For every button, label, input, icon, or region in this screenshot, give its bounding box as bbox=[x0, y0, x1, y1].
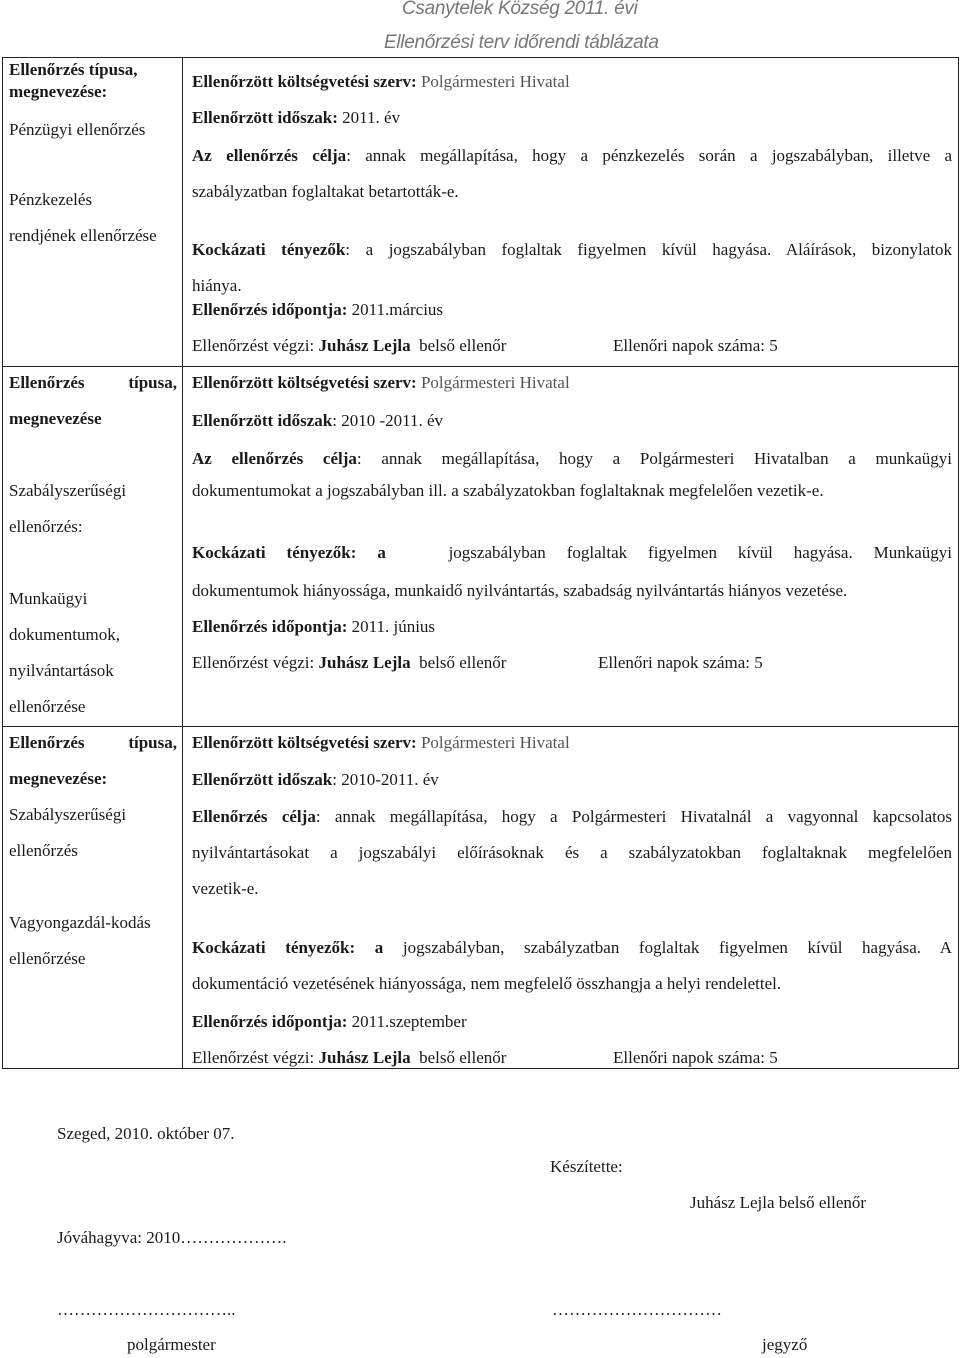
check-name-label: megnevezése bbox=[9, 409, 102, 428]
org-value: Polgármesteri Hivatal bbox=[420, 733, 570, 752]
org-label: Ellenőrzött költségvetési szerv: bbox=[192, 373, 417, 392]
goal-text: : annak megállapítása, hogy a pénzkezelés során a jogszabályban, illetve a bbox=[346, 146, 952, 165]
check-type-value: ellenőrzés bbox=[9, 841, 78, 860]
inspection-days: Ellenőri napok száma: 5 bbox=[613, 1048, 778, 1067]
check-subject: nyilvántartások bbox=[9, 661, 114, 680]
check-subject: dokumentumok, bbox=[9, 625, 120, 644]
check-subject: Vagyongazdál-kodás bbox=[9, 913, 151, 932]
inspector-label: Ellenőrzést végzi: bbox=[192, 1048, 315, 1067]
check-type-value: Pénzügyi ellenőrzés bbox=[9, 120, 146, 139]
inspector-label: Ellenőrzést végzi: bbox=[192, 653, 315, 672]
risk-text: jogszabályban, szabályzatban foglaltak figyelmen kívül hagyása. A bbox=[402, 938, 952, 957]
inspector-role: belső ellenőr bbox=[419, 653, 507, 672]
inspector-name: Juhász Lejla bbox=[318, 653, 411, 672]
table-border-left bbox=[2, 57, 3, 1069]
inspector-name: Juhász Lejla bbox=[318, 336, 411, 355]
check-type-label: Ellenőrzés típusa, bbox=[9, 733, 177, 752]
inspector-label: Ellenőrzést végzi: bbox=[192, 336, 315, 355]
goal-label: Az ellenőrzés célja bbox=[192, 146, 347, 165]
risk-label: Kockázati tényezők: a bbox=[192, 543, 386, 562]
table-border-bottom bbox=[2, 1068, 959, 1069]
goal-text: dokumentumokat a jogszabályban ill. a szabályzatokban foglaltaknak megfelelően vezetik-e. bbox=[192, 481, 824, 500]
signature-line-left: ………………………….. bbox=[57, 1300, 236, 1319]
inspection-days: Ellenőri napok száma: 5 bbox=[598, 653, 763, 672]
risk-text: hiánya. bbox=[192, 276, 242, 295]
risk-text: : a jogszabályban foglaltak figyelmen kívül hagyása. Aláírások, bizonylatok bbox=[345, 240, 953, 259]
check-subject: ellenőrzése bbox=[9, 697, 86, 716]
check-subject: ellenőrzése bbox=[9, 949, 86, 968]
prepared-by-label: Készítette: bbox=[550, 1157, 623, 1176]
check-subject: rendjének ellenőrzése bbox=[9, 226, 157, 245]
period-value: 2011. év bbox=[342, 108, 401, 127]
period-value: : 2010-2011. év bbox=[332, 770, 439, 789]
time-value: 2011.szeptember bbox=[351, 1012, 467, 1031]
goal-text: vezetik-e. bbox=[192, 879, 259, 898]
goal-text: szabályzatban foglaltakat betartották-e. bbox=[192, 182, 459, 201]
risk-text: jogszabályban foglaltak figyelmen kívül hagyása. Munkaügyi bbox=[448, 543, 953, 562]
time-label: Ellenőrzés időpontja: bbox=[192, 300, 348, 319]
period-label: Ellenőrzött időszak: bbox=[192, 108, 338, 127]
risk-label: Kockázati tényezők bbox=[192, 240, 346, 259]
check-subject: Pénzkezelés bbox=[9, 190, 93, 209]
org-label: Ellenőrzött költségvetési szerv: bbox=[192, 72, 417, 91]
check-type-value: ellenőrzés: bbox=[9, 517, 83, 536]
row-divider-1 bbox=[2, 366, 959, 367]
check-subject: Munkaügyi bbox=[9, 589, 88, 608]
inspector-role: belső ellenőr bbox=[419, 336, 507, 355]
time-label: Ellenőrzés időpontja: bbox=[192, 617, 348, 636]
check-type-value: Szabályszerűségi bbox=[9, 481, 127, 500]
place-date: Szeged, 2010. október 07. bbox=[57, 1124, 235, 1143]
row-divider-2 bbox=[2, 726, 959, 727]
document-title: Csanytelek Község 2011. évi bbox=[402, 0, 638, 19]
notary-label: jegyző bbox=[762, 1335, 808, 1354]
risk-text: dokumentumok hiányossága, munkaidő nyilvántartás, szabadság nyilvántartás hiányos vezetése. bbox=[192, 581, 848, 600]
table-border-top bbox=[2, 57, 959, 58]
approval-line: Jóváhagyva: 2010………………. bbox=[57, 1228, 287, 1247]
check-type-value: Szabályszerűségi bbox=[9, 805, 127, 824]
org-value: Polgármesteri Hivatal bbox=[420, 373, 570, 392]
org-value: Polgármesteri Hivatal bbox=[420, 72, 570, 91]
time-value: 2011. június bbox=[351, 617, 436, 636]
signature-line-right: ………………………… bbox=[552, 1300, 722, 1319]
inspector-role: belső ellenőr bbox=[419, 1048, 507, 1067]
goal-text: : annak megállapítása, hogy a Polgármesteri Hivatalban a munkaügyi bbox=[356, 449, 953, 468]
inspection-days: Ellenőri napok száma: 5 bbox=[613, 336, 778, 355]
mayor-label: polgármester bbox=[127, 1335, 216, 1354]
risk-label: Kockázati tényezők: a bbox=[192, 938, 384, 957]
time-label: Ellenőrzés időpontja: bbox=[192, 1012, 348, 1031]
period-value: : 2010 -2011. év bbox=[332, 411, 444, 430]
check-name-label: megnevezése: bbox=[9, 82, 108, 101]
table-border-right bbox=[958, 57, 959, 1069]
risk-text: dokumentáció vezetésének hiányossága, nem megfelelő összhangja a helyi rendelettel. bbox=[192, 974, 782, 993]
column-divider bbox=[182, 57, 183, 1069]
preparer-name: Juhász Lejla belső ellenőr bbox=[690, 1193, 867, 1212]
document-subtitle: Ellenőrzési terv időrendi táblázata bbox=[384, 32, 659, 53]
goal-label: Az ellenőrzés célja bbox=[192, 449, 357, 468]
check-type-label: Ellenőrzés típusa, bbox=[9, 373, 177, 392]
org-label: Ellenőrzött költségvetési szerv: bbox=[192, 733, 417, 752]
inspector-name: Juhász Lejla bbox=[318, 1048, 411, 1067]
goal-text: : annak megállapítása, hogy a Polgármesteri Hivatalnál a vagyonnal kapcsolatos bbox=[315, 807, 953, 826]
period-label: Ellenőrzött időszak bbox=[192, 411, 333, 430]
goal-label: Ellenőrzés célja bbox=[192, 807, 316, 826]
goal-text: nyilvántartásokat a jogszabályi előírásoknak és a szabályzatokban foglaltaknak megfelelően bbox=[192, 843, 952, 862]
time-value: 2011.március bbox=[351, 300, 444, 319]
check-type-label: Ellenőrzés típusa, bbox=[9, 60, 138, 79]
check-name-label: megnevezése: bbox=[9, 769, 108, 788]
period-label: Ellenőrzött időszak bbox=[192, 770, 333, 789]
